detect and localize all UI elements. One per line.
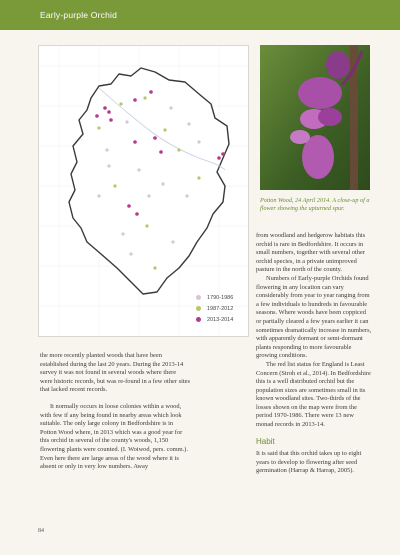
left-text-column (40, 352, 190, 472)
legend-row (196, 314, 233, 325)
orchid-illustration (260, 45, 370, 190)
header-band (0, 0, 400, 30)
legend-label: 1987-2012 (207, 305, 234, 312)
county-outline (69, 68, 229, 294)
legend-dot (196, 295, 201, 300)
legend-dot (196, 306, 201, 311)
orchid-photo (260, 45, 370, 190)
paragraph: It is said that this orchid takes up to eight years to develop to flowering after seed germination (Harrap & Harrap, 2005). (256, 450, 362, 475)
paragraph: It normally occurs in loose colonies within a wood, with few if any being found in nearby areas which look suitable. The only large colony in Bedfordshire is in Potton Wood where, in 2013 which was a good year for this orchid in several of the county's woods, 1,150 flowering plants were counted. (I. Woiwod, pers. comm.). Even here there are large areas of the wood where it is absent or only in very low numbers. Away (40, 402, 188, 471)
paragraph: from woodland and hedgerow habitats this orchid is rare in Bedfordshire. It occurs in small numbers, together with several other orchid species, in a private unimproved pasture in the north of the county. (256, 232, 366, 274)
legend-label: 2013-2014 (207, 316, 234, 323)
right-text-column (256, 232, 372, 476)
legend-label: 1790-1986 (207, 294, 234, 301)
species-title: Early-purple Orchid (40, 10, 118, 20)
section-heading-habit: Habit (256, 436, 275, 446)
paragraph: The red list status for England is Least Concern (Stroh et al., 2014). In Bedfordshire this is a well distributed orchid but the population sizes are sometimes small in its known woodland sites. Two-thirds of the losses shown on the map were from the period 1970-1986. There were 13 new monad records in 2013-14. (256, 360, 371, 429)
legend-row (196, 292, 233, 303)
map-legend (196, 292, 233, 325)
paragraph: the more recently planted woods that have been established during the last 20 years. During the 2013-14 survey it was not found in several woods where there were historic records, but was re-found in a few other sites that lacked recent records. (40, 352, 190, 394)
photo-caption: Potton Wood, 24 April 2014. A close-up of a flower showing the upturned spur. (260, 197, 370, 213)
page-number: 84 (38, 528, 44, 534)
legend-row (196, 303, 233, 314)
legend-dot (196, 317, 201, 322)
paragraph: Numbers of Early-purple Orchids found flowering in any location can vary considerably from year to year ranging from a few individuals to hundreds in favourable seasons. Where woods have been coppiced or partially cleared a few years earlier it can sometimes dramatically increase in numbers, with apparently dormant or semi-dormant plants responding to more favourable growing conditions. (256, 274, 372, 360)
